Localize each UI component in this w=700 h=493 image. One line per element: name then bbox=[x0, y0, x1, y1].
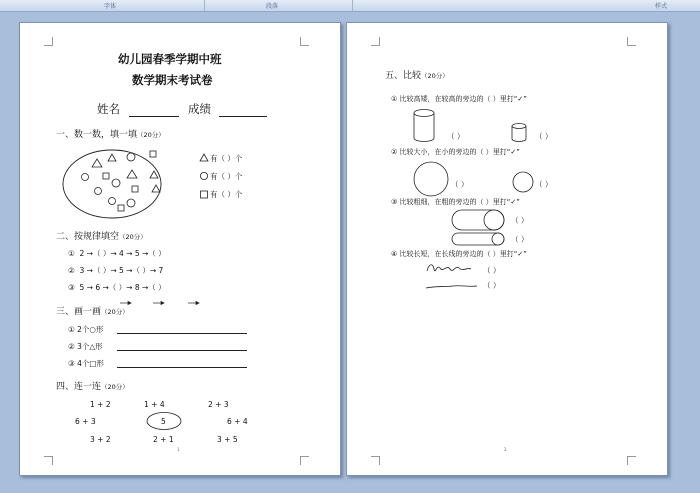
ribbon-bar bbox=[0, 0, 700, 12]
q4-top-3[interactable]: 2 + 3 bbox=[208, 400, 229, 409]
q5-item-2: ② 比较大小，在小的旁边的（ ）里打“✓” bbox=[391, 148, 520, 156]
q3-row-2-label: ② 3个△形 bbox=[68, 342, 103, 351]
exam-title: 幼儿园春季学期中班 bbox=[118, 52, 222, 66]
margin-corner-mark bbox=[627, 37, 636, 46]
q4-heading: 四、连一连（20分） bbox=[56, 382, 129, 392]
margin-corner-mark bbox=[44, 456, 53, 465]
margin-corner-mark bbox=[627, 456, 636, 465]
ribbon-group-paragraph[interactable]: 段落 bbox=[266, 3, 279, 10]
small-circle-icon bbox=[512, 171, 534, 193]
q3-row-3-label: ③ 4个□形 bbox=[68, 359, 104, 368]
circle-icon bbox=[200, 172, 207, 179]
q4-bottom-3[interactable]: 3 + 5 bbox=[217, 435, 238, 444]
q1-square-answer[interactable]: 有（ ）个 bbox=[210, 190, 243, 199]
q2-row-2[interactable]: ② 3 →（ ）→ 5 →（ ）→ 7 bbox=[68, 266, 164, 275]
q3-row-3-line[interactable] bbox=[117, 367, 247, 368]
q2-heading: 二、按规律填空（20分） bbox=[56, 232, 147, 242]
q2-row-1[interactable]: ① 2 →（ ）→ 4 → 5 →（ ） bbox=[68, 249, 166, 258]
q5-item-4: ④ 比较长短，在长线的旁边的（ ）里打“✓” bbox=[391, 250, 527, 258]
tall-cylinder-icon bbox=[413, 109, 435, 143]
triangle-icon bbox=[200, 154, 208, 161]
q1-triangle-answer[interactable]: 有（ ）个 bbox=[210, 154, 243, 163]
q4-top-2[interactable]: 1 + 4 bbox=[144, 400, 165, 409]
q5-item-1: ① 比较高矮，在较高的旁边的（ ）里打“✓” bbox=[391, 95, 527, 103]
q3-heading: 三、画一画（20分） bbox=[56, 307, 129, 317]
ribbon-separator bbox=[352, 0, 353, 11]
document-page-1[interactable] bbox=[19, 22, 341, 476]
q4-bottom-2[interactable]: 2 + 1 bbox=[153, 435, 174, 444]
q4-mid-left[interactable]: 6 + 3 bbox=[75, 417, 96, 426]
q2-row-3[interactable]: ③ 5 → 6 →（ ）→ 8 →（ ） bbox=[68, 283, 166, 292]
q5-item-4-answer-a[interactable]: （ ） bbox=[483, 266, 501, 275]
q3-row-1-line[interactable] bbox=[117, 333, 247, 334]
margin-corner-mark bbox=[371, 37, 380, 46]
q4-top-1[interactable]: 1 + 2 bbox=[90, 400, 111, 409]
page-number: 1 bbox=[177, 447, 180, 452]
margin-corner-mark bbox=[300, 456, 309, 465]
document-page-2[interactable] bbox=[346, 22, 668, 476]
ribbon-separator bbox=[204, 0, 205, 11]
q5-heading: 五、比较（20分） bbox=[385, 71, 449, 81]
q1-heading: 一、数一数，填一填（20分） bbox=[56, 130, 165, 140]
q5-item-4-answer-b[interactable]: （ ） bbox=[483, 281, 501, 290]
name-label: 姓名 bbox=[97, 102, 120, 116]
ribbon-group-styles[interactable]: 样式 bbox=[655, 3, 668, 10]
page-number: 2 bbox=[504, 447, 507, 452]
q5-item-3-answer-b[interactable]: （ ） bbox=[511, 235, 529, 244]
q1-legend-icons bbox=[200, 154, 210, 224]
q4-bottom-1[interactable]: 3 + 2 bbox=[90, 435, 111, 444]
big-circle-icon bbox=[413, 161, 449, 197]
q4-center-number[interactable]: 5 bbox=[161, 417, 166, 426]
q3-row-2-line[interactable] bbox=[117, 350, 247, 351]
rolls-icon bbox=[449, 209, 509, 247]
q1-circle-answer[interactable]: 有（ ）个 bbox=[210, 172, 243, 181]
q5-item-3: ③ 比较粗细，在粗的旁边的（ ）里打“✓” bbox=[391, 198, 520, 206]
q5-item-3-answer-a[interactable]: （ ） bbox=[511, 216, 529, 225]
score-label: 成绩 bbox=[188, 102, 211, 116]
stray-arrow-marks bbox=[120, 299, 220, 307]
q5-item-1-answer-b[interactable]: （ ） bbox=[535, 132, 553, 141]
exam-subtitle: 数学期末考试卷 bbox=[132, 73, 213, 87]
short-cylinder-icon bbox=[511, 123, 527, 143]
q3-row-1-label: ① 2个○形 bbox=[68, 325, 104, 334]
margin-corner-mark bbox=[371, 456, 380, 465]
q4-mid-right[interactable]: 6 + 4 bbox=[227, 417, 248, 426]
q5-item-2-answer-a[interactable]: （ ） bbox=[451, 180, 469, 189]
q5-item-2-answer-b[interactable]: （ ） bbox=[535, 180, 553, 189]
q5-item-1-answer-a[interactable]: （ ） bbox=[447, 132, 465, 141]
square-icon bbox=[201, 191, 208, 198]
ribbon-group-font[interactable]: 字体 bbox=[104, 3, 117, 10]
lines-icon bbox=[423, 261, 483, 295]
